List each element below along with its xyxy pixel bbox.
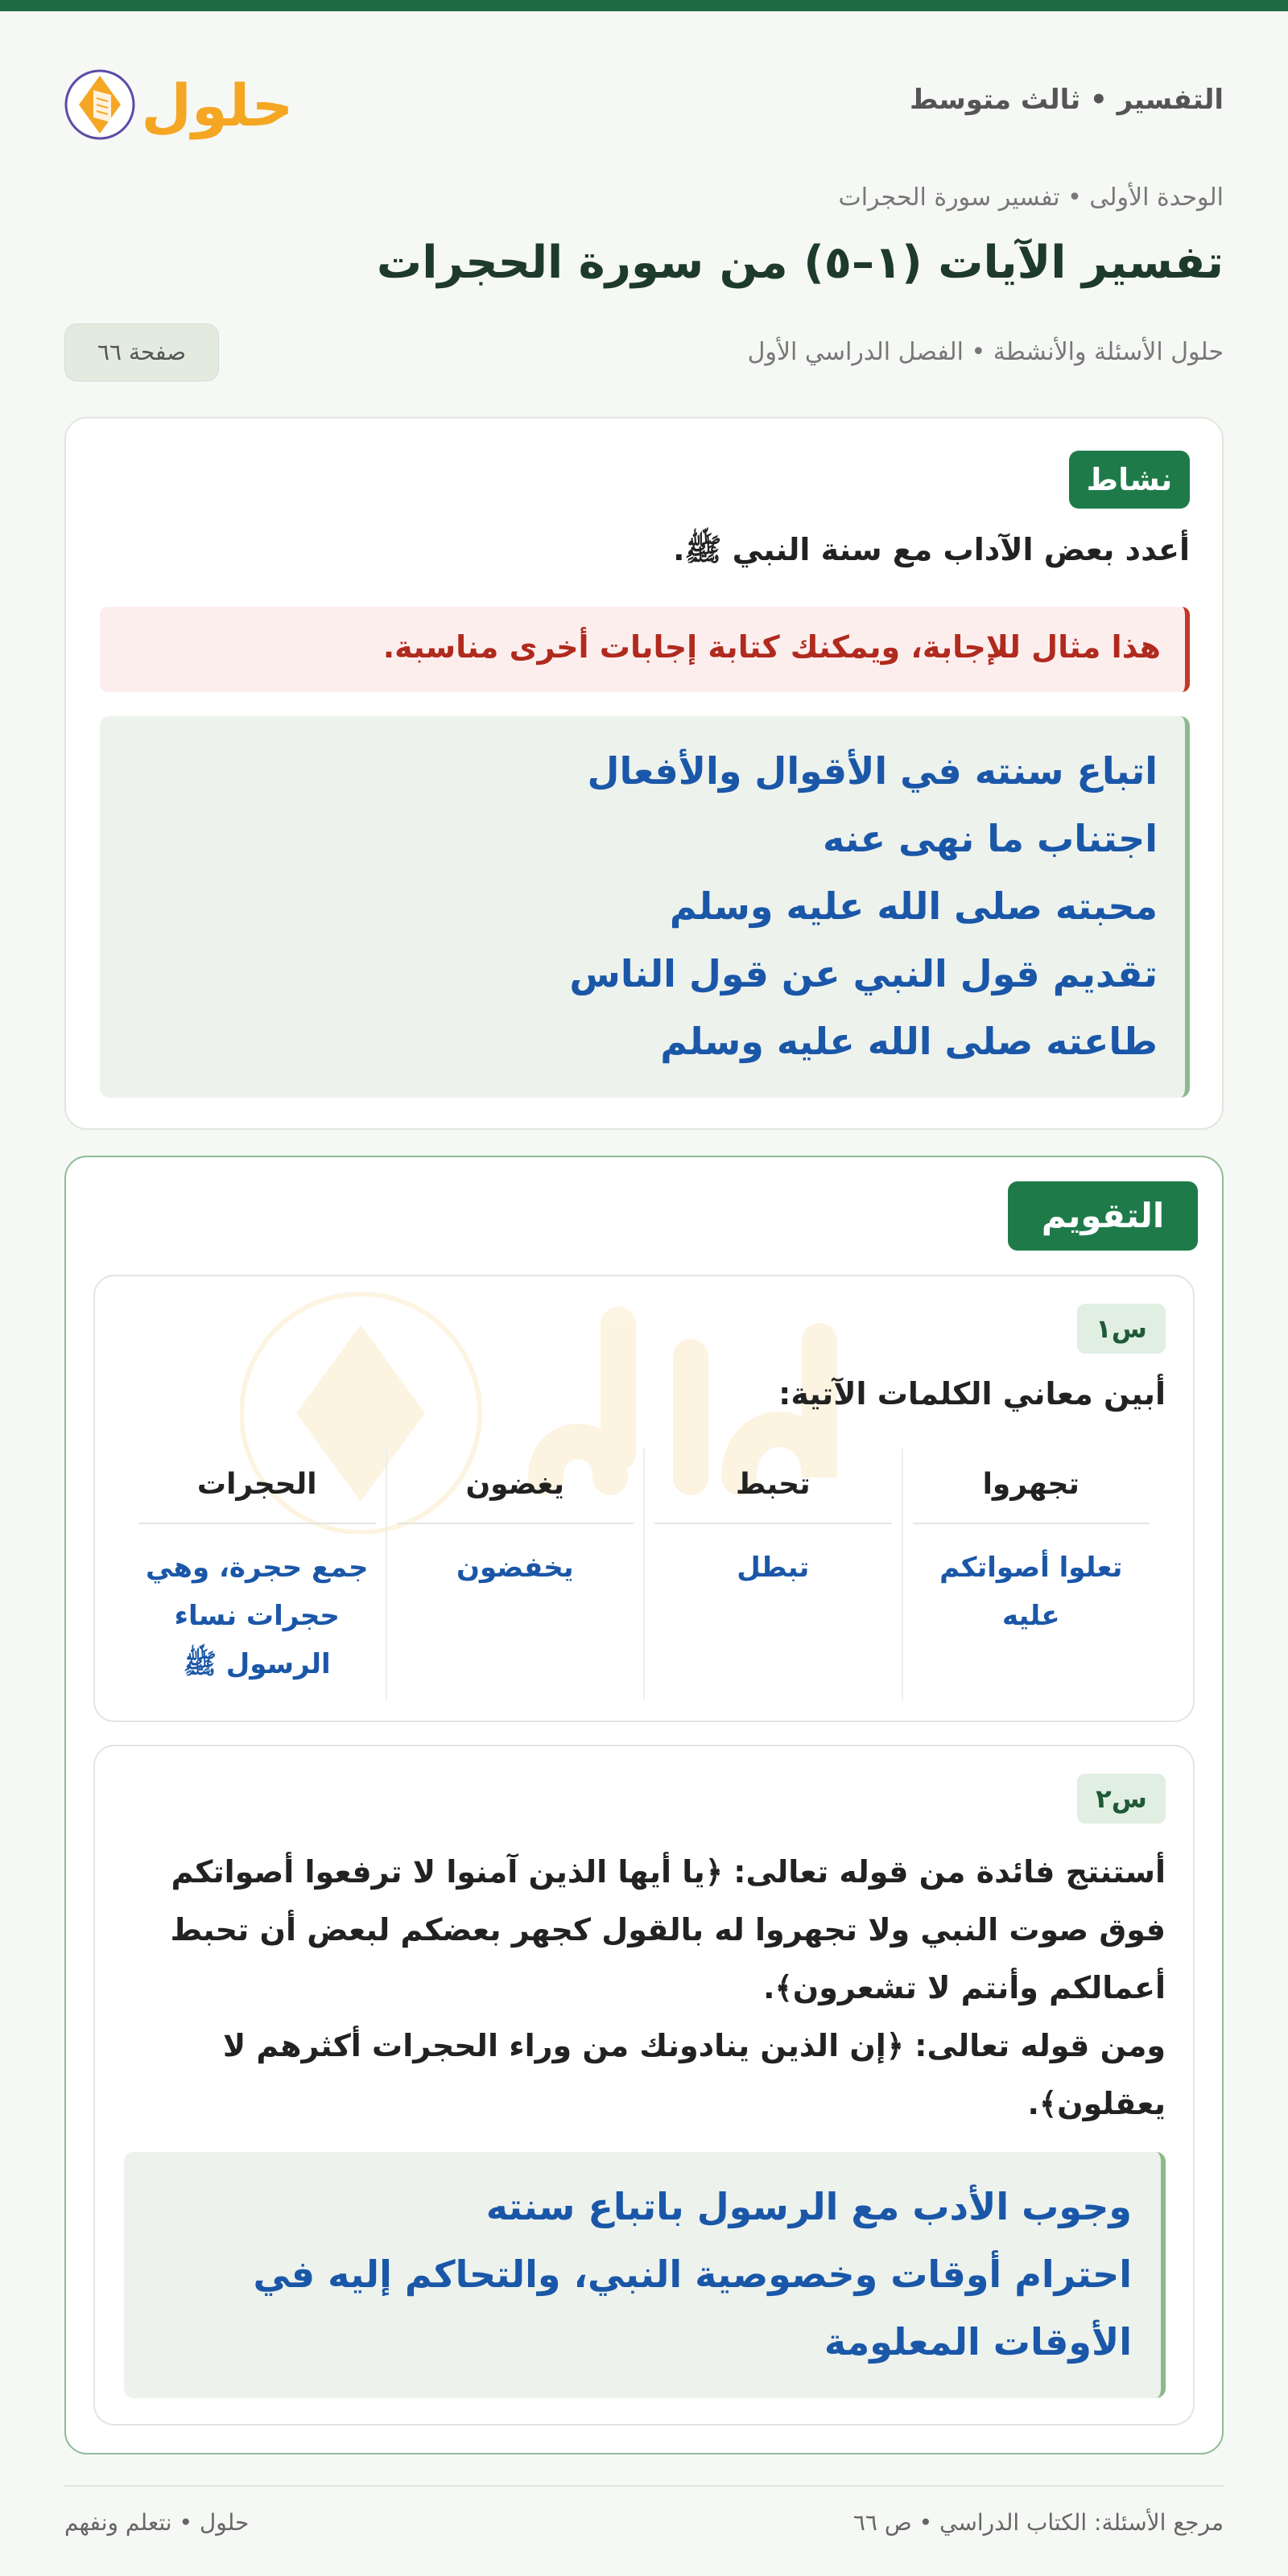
- logo-text: حلول: [141, 72, 290, 139]
- note-box: [100, 607, 1190, 692]
- answer-line: اجتناب ما نهى عنه: [822, 817, 1158, 860]
- question-1-card: [93, 1275, 1195, 1722]
- answer-line: طاعته صلى الله عليه وسلم: [660, 1020, 1158, 1063]
- footer-reference: مرجع الأسئلة: الكتاب الدراسي • ص ٦٦: [852, 2509, 1224, 2536]
- word-meaning: جمع حجرة، وهي حجرات نساء الرسول ﷺ: [146, 1552, 369, 1680]
- word-term: الحجرات: [138, 1449, 376, 1524]
- breadcrumb: الوحدة الأولى • تفسير سورة الحجرات: [838, 183, 1224, 212]
- answer-line: تقديم قول النبي عن قول الناس: [569, 952, 1158, 995]
- answer-line: اتباع سنته في الأقوال والأفعال: [587, 749, 1158, 793]
- question-text-part-1: أستنتج فائدة من قوله تعالى: ﴿يا أيها الذين آمنوا لا ترفعوا أصواتكم فوق صوت النبي ولا تجهروا له بالقول كجهر بعضكم لبعض أن تحبط أعمالكم وأنتم لا تشعرون﴾.: [170, 1854, 1166, 2005]
- evaluation-tag: التقويم: [1008, 1181, 1198, 1251]
- word-column: [386, 1449, 644, 1700]
- footer-divider: [64, 2485, 1224, 2487]
- subject-label: التفسير • ثالث متوسط: [909, 84, 1224, 116]
- question-badge: س٢: [1077, 1774, 1166, 1824]
- word-meaning: تبطل: [737, 1552, 810, 1584]
- answer-line: وجوب الأدب مع الرسول باتباع سنته: [485, 2185, 1132, 2228]
- question-text: أبين معاني الكلمات الآتية:: [778, 1376, 1166, 1412]
- page-meta: حلول الأسئلة والأنشطة • الفصل الدراسي الأول: [747, 338, 1224, 366]
- answer-line: محبته صلى الله عليه وسلم: [669, 884, 1158, 928]
- question-badge: س١: [1077, 1304, 1166, 1354]
- top-accent-bar: [0, 0, 1288, 11]
- word-column: [902, 1449, 1160, 1700]
- word-term: تجهروا: [913, 1449, 1150, 1524]
- word-meanings-table: [129, 1449, 1159, 1700]
- activity-answers-box: [100, 716, 1190, 1098]
- word-column: [129, 1449, 386, 1700]
- question-2-card: [93, 1745, 1195, 2426]
- question-text: [122, 1843, 1166, 2133]
- answer-line: احترام أوقات وخصوصية النبي، والتحاكم إليه في الأوقات المعلومة: [253, 2252, 1132, 2364]
- page-title: تفسير الآيات (١–٥) من سورة الحجرات: [376, 237, 1224, 289]
- word-meaning: يخفضون: [456, 1552, 574, 1584]
- question-text-part-2: ومن قوله تعالى: ﴿إن الذين ينادونك من وراء الحجرات أكثرهم لا يعقلون﴾.: [222, 2028, 1166, 2121]
- footer-brand: حلول • نتعلم ونفهم: [64, 2509, 250, 2536]
- page-header: [64, 52, 1224, 159]
- word-term: تحبط: [654, 1449, 892, 1524]
- logo-icon: [64, 52, 290, 159]
- word-meaning: تعلوا أصواتكم عليه: [939, 1552, 1123, 1632]
- word-term: يغضون: [397, 1449, 634, 1524]
- activity-tag: نشاط: [1069, 451, 1190, 509]
- evaluation-card: [64, 1156, 1224, 2454]
- activity-card: [64, 417, 1224, 1130]
- hulul-logo[interactable]: [64, 52, 290, 159]
- question-2-answers-box: [124, 2152, 1166, 2398]
- note-text: هذا مثال للإجابة، ويمكنك كتابة إجابات أخرى مناسبة.: [382, 629, 1161, 665]
- activity-prompt: أعدد بعض الآداب مع سنة النبي ﷺ.: [673, 532, 1190, 567]
- word-column: [643, 1449, 902, 1700]
- page-number-badge: صفحة ٦٦: [64, 324, 219, 381]
